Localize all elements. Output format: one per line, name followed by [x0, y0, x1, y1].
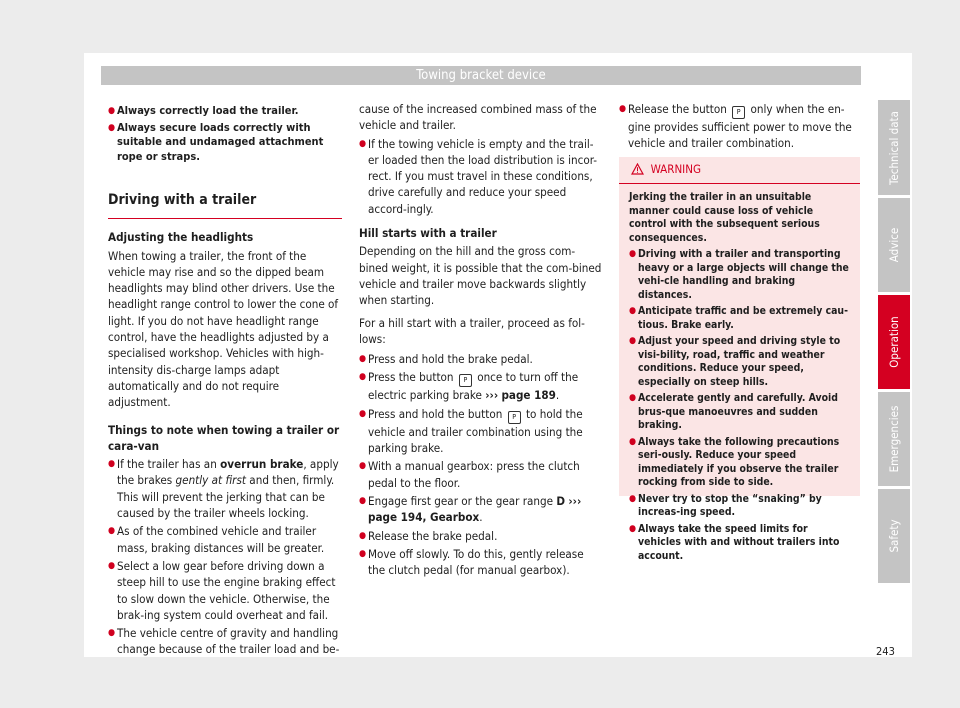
page-header: Towing bracket device	[101, 66, 861, 85]
tab-label: Safety	[887, 519, 901, 553]
emphasis: gently at first	[175, 473, 246, 488]
list-item	[108, 456, 342, 521]
list-item: ● Select a low gear before driving down a steep hill to use the engine braking effect to slow down the vehicle. Otherwise, the brak-ing system could overheat and fail.	[108, 558, 342, 623]
warning-header	[619, 157, 860, 184]
tab-label: Technical data	[887, 110, 901, 185]
list-item: ● The vehicle centre of gravity and handling change because of the trailer load and be-	[108, 625, 342, 658]
tab-emergencies[interactable]	[878, 392, 910, 486]
warning-intro: Jerking the trailer in an unsuitable manner could cause loss of vehicle control with the subsequent serious consequences.	[629, 191, 820, 244]
warning-item: ● Never try to stop the “snaking” by increas-ing speed.	[629, 493, 850, 520]
list-item: ● Always secure loads correctly with suitable and undamaged attachment rope or straps.	[108, 121, 342, 165]
column-1	[108, 104, 342, 664]
warning-item: ● Anticipate traffic and be extremely cau-tious. Brake early.	[629, 305, 850, 332]
tab-label: Advice	[887, 227, 901, 263]
warning-title: WARNING	[650, 162, 701, 176]
paragraph: Depending on the hill and the gross com-bined weight, it is possible that the com-bined vehicle and trailer move backwards slightly when starting.	[359, 244, 602, 308]
list-item: ● Move off slowly. To do this, gently release the clutch pedal (for manual gearbox).	[359, 546, 603, 579]
list-item: ● Always correctly load the trailer.	[108, 104, 342, 119]
tab-technical-data[interactable]	[878, 100, 910, 195]
text: Engage first gear or the gear range	[368, 493, 557, 508]
paragraph: cause of the increased combined mass of the vehicle and trailer.	[359, 102, 597, 133]
parking-brake-icon: P	[459, 374, 472, 387]
page-number: 243	[876, 645, 895, 658]
arrow-icon: ›››	[485, 388, 499, 403]
text: and then, firmly. This will prevent the jerking that can be caused by the trailer wheels locking.	[117, 473, 335, 521]
tab-safety[interactable]	[878, 489, 910, 583]
list-item	[619, 101, 861, 152]
text: Press the button	[368, 370, 454, 385]
warning-body	[619, 184, 860, 563]
subheading-towing: Things to note when towing a trailer or cara-van	[108, 422, 340, 453]
tab-advice[interactable]	[878, 198, 910, 292]
section-title: Driving with a trailer	[108, 192, 342, 219]
subheading-hill-start: Hill starts with a trailer	[359, 226, 497, 241]
text: If the trailer has an	[117, 457, 221, 472]
warning-box	[619, 157, 860, 562]
list-item: ● Press and hold the brake pedal.	[359, 351, 603, 367]
list-item	[359, 406, 603, 457]
paragraph: For a hill start with a trailer, proceed as fol-lows:	[359, 315, 585, 346]
emphasis: D	[556, 493, 566, 508]
warning-item: ● Always take the speed limits for vehicles with and without trailers into account.	[629, 523, 850, 564]
list-item: ● Engage first gear or the gear range D ››› page 194, Gearbox.	[359, 493, 603, 526]
text: only when the en-gine provides sufficient power to move the vehicle and trailer combination.	[628, 102, 852, 151]
emphasis: overrun brake	[220, 457, 304, 472]
warning-item: ● Accelerate gently and carefully. Avoid brus-que manoeuvres and sudden braking.	[629, 392, 850, 433]
warning-triangle-icon	[631, 163, 644, 175]
parking-brake-icon: P	[732, 106, 745, 119]
text: once to turn off the electric parking brake	[368, 370, 579, 403]
column-2	[359, 101, 603, 584]
list-item: ● With a manual gearbox: press the clutch pedal to the floor.	[359, 458, 603, 491]
list-item: ● Release the brake pedal.	[359, 528, 603, 544]
list-item: ● As of the combined vehicle and trailer mass, braking distances will be greater.	[108, 523, 342, 556]
warning-item: ● Adjust your speed and driving style to visi-bility, road, traffic and weather conditions. Reduce your speed, especially on steep hills.	[629, 335, 850, 389]
list-item: ● If the towing vehicle is empty and the trail-er loaded then the load distribution is incor-rect. If you must travel in these conditions, drive carefully and reduce your speed accord-ingly.	[359, 136, 603, 217]
text: Release the button	[628, 102, 727, 116]
tab-operation[interactable]	[878, 295, 910, 389]
arrow-icon: ›››	[568, 493, 582, 508]
text: , apply the brakes	[117, 457, 339, 488]
parking-brake-icon: P	[508, 411, 521, 424]
tab-label: Emergencies	[887, 405, 901, 473]
page-link[interactable]: page 194, Gearbox	[368, 510, 480, 525]
text: Press and hold the button	[368, 406, 503, 421]
column-3	[619, 101, 861, 158]
subheading-headlights: Adjusting the headlights	[108, 230, 254, 245]
tab-label: Operation	[887, 316, 901, 368]
page-link[interactable]: page 189	[501, 388, 556, 403]
warning-item: ● Always take the following precautions seri-ously. Reduce your speed immediately if you observe the trailer rocking from side to side.	[629, 436, 850, 490]
list-item: ● Press the button P once to turn off the electric parking brake ››› page 189.	[359, 369, 603, 403]
text: to hold the vehicle and trailer combination using the parking brake.	[368, 406, 583, 456]
top-bullet-list	[108, 104, 342, 164]
warning-item: ● Driving with a trailer and transporting heavy or a large objects will change the vehi-cle handling and braking distances.	[629, 248, 850, 302]
paragraph-headlights: When towing a trailer, the front of the vehicle may rise and so the dipped beam headlights may blind other drivers. Use the headlight range control to lower the cone of light. If you do not have headlight range control, have the headlights adjusted by a specialised workshop. Vehicles with high-intensity dis-charge lamps adapt automatically and do not require adjustment.	[108, 248, 339, 410]
